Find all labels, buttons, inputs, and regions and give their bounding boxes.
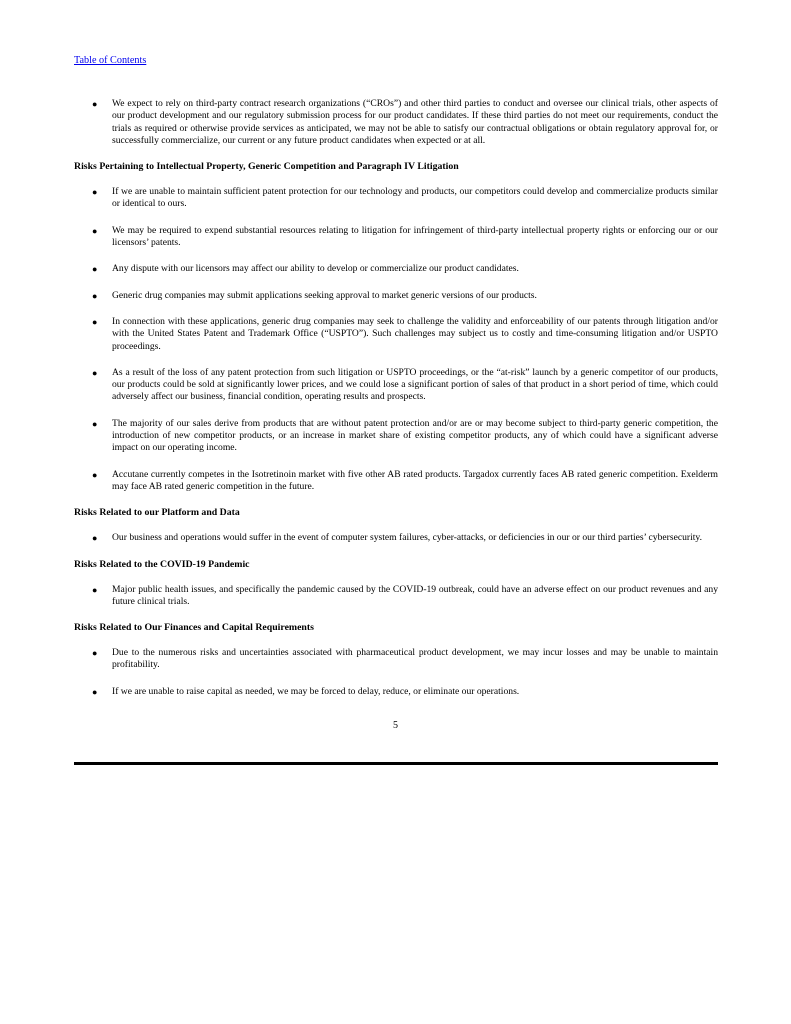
bullet-icon: ● xyxy=(92,418,98,429)
bullet-item xyxy=(74,98,718,147)
bullet-icon: ● xyxy=(92,469,98,480)
bullet-item xyxy=(74,584,718,609)
bullet-item xyxy=(74,263,718,275)
bullet-item xyxy=(74,469,718,494)
bullet-item xyxy=(74,532,718,544)
bullet-text: We expect to rely on third-party contract research organizations (“CROs”) and other third parties to conduct and oversee our clinical trials, other aspects of our product development and our regulatory submission process for our product candidates. If these third parties do not meet our requirements, conduct the trials as required or otherwise provide services as anticipated, we may not be able to satisfy our contractual obligations or obtain regulatory approval for, or successfully commercialize, our current or any future product candidates when expected or at all. xyxy=(112,98,718,146)
bullet-icon: ● xyxy=(92,316,98,327)
page-bottom-rule xyxy=(74,762,718,765)
bullet-text: In connection with these applications, generic drug companies may seek to challenge the validity and enforceability of our patents through litigation and/or with the United States Patent and Trademark Office (“USPTO”). Such challenges may subject us to costly and time-consuming litigation and/or USPTO proceedings. xyxy=(112,315,718,352)
risk-factors-summary xyxy=(74,98,718,712)
bullet-icon: ● xyxy=(92,99,98,109)
bullet-item xyxy=(74,367,718,404)
bullet-text: As a result of the loss of any patent protection from such litigation or USPTO proceedings, or the “at-risk” launch by a generic competitor of our products, our products could be sold at significantly lower prices, and we could lose a significant portion of sales of that product in a short period of time, which could adversely affect our business, financial condition, operating results and prospects. xyxy=(112,366,718,403)
bullet-icon: ● xyxy=(92,533,98,544)
bullet-icon: ● xyxy=(92,290,98,301)
bullet-icon: ● xyxy=(92,584,98,595)
bullet-icon: ● xyxy=(92,264,98,275)
bullet-icon: ● xyxy=(92,225,98,236)
bullet-item xyxy=(74,686,718,698)
bullet-item xyxy=(74,647,718,672)
bullet-item xyxy=(74,316,718,353)
section-heading: Risks Related to our Platform and Data xyxy=(74,507,240,519)
bullet-text: If we are unable to raise capital as needed, we may be forced to delay, reduce, or eliminate our operations. xyxy=(112,685,520,697)
bullet-icon: ● xyxy=(92,686,98,697)
bullet-item xyxy=(74,186,718,211)
bullet-icon: ● xyxy=(92,187,98,198)
section-heading: Risks Pertaining to Intellectual Property, Generic Competition and Paragraph IV Litigation xyxy=(74,161,459,173)
bullet-icon: ● xyxy=(92,648,98,659)
bullet-item xyxy=(74,290,718,302)
bullet-text: If we are unable to maintain sufficient patent protection for our technology and products, our competitors could develop and commercialize products similar or identical to ours. xyxy=(112,186,718,210)
bullet-text: The majority of our sales derive from products that are without patent protection and/or are or may become subject to third-party generic competition, the introduction of new competitor products, or an increase in market share of existing competitor products, any of which could have a significant adverse impact on our operating income. xyxy=(112,417,718,454)
bullet-text: Any dispute with our licensors may affect our ability to develop or commercialize our product candidates. xyxy=(112,263,519,275)
bullet-text: Major public health issues, and specifically the pandemic caused by the COVID-19 outbreak, could have an adverse effect on our product revenues and any future clinical trials. xyxy=(112,583,718,607)
bullet-text: Accutane currently competes in the Isotretinoin market with five other AB rated products. Targadox currently faces AB rated generic competition. Exelderm may face AB rated generic competition in the future. xyxy=(112,468,718,492)
bullet-text: Generic drug companies may submit applications seeking approval to market generic versions of our products. xyxy=(112,289,537,301)
bullet-item xyxy=(74,418,718,455)
bullet-text: Our business and operations would suffer in the event of computer system failures, cyber-attacks, or deficiencies in our or our third parties’ cybersecurity. xyxy=(112,532,702,544)
table-of-contents-link[interactable]: Table of Contents xyxy=(74,55,147,66)
bullet-text: Due to the numerous risks and uncertainties associated with pharmaceutical product development, we may incur losses and may be unable to maintain profitability. xyxy=(112,647,718,671)
section-heading: Risks Related to Our Finances and Capital Requirements xyxy=(74,622,314,634)
bullet-text: We may be required to expend substantial resources relating to litigation for infringement of third-party intellectual property rights or enforcing our or our licensors’ patents. xyxy=(112,224,718,249)
page-number: 5 xyxy=(393,720,398,731)
bullet-item xyxy=(74,225,718,250)
section-heading: Risks Related to the COVID-19 Pandemic xyxy=(74,558,250,570)
bullet-icon: ● xyxy=(92,367,98,378)
